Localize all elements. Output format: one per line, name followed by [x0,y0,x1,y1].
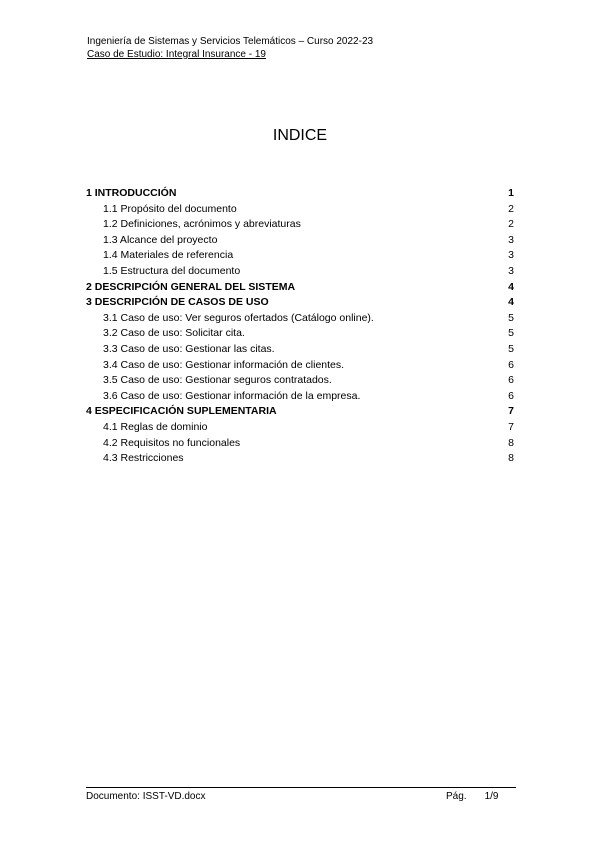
toc-entry-subsection[interactable] [86,389,514,405]
toc-entry-title: 4.2 Requisitos no funcionales [103,436,241,449]
toc-entry-page-number: 6 [508,389,514,402]
toc-entry-subsection[interactable] [86,248,514,264]
toc-entry-title: 4.1 Reglas de dominio [103,420,208,433]
toc-entry-subsection[interactable] [86,202,514,218]
toc-entry-section[interactable] [86,280,514,296]
toc-entry-subsection[interactable] [86,311,514,327]
toc-entry-title: 3.6 Caso de uso: Gestionar información de la empresa. [103,389,361,402]
footer-page-label: Pág. [446,791,467,802]
toc-entry-title: 2 DESCRIPCIÓN GENERAL DEL SISTEMA [86,280,296,293]
toc-entry-subsection[interactable] [86,342,514,358]
page-header [87,35,373,61]
toc-entry-page-number: 6 [508,374,514,387]
toc-entry-section[interactable] [86,186,514,202]
toc-entry-subsection[interactable] [86,233,514,249]
toc-entry-title: 3.2 Caso de uso: Solicitar cita. [103,327,245,340]
toc-entry-section[interactable] [86,404,514,420]
toc-entry-page-number: 6 [508,358,514,371]
footer-document-name: Documento: ISST-VD.docx [86,791,206,802]
toc-entry-page-number: 3 [508,264,514,277]
toc-entry-title: 3.3 Caso de uso: Gestionar las citas. [103,342,275,355]
toc-entry-title: 4 ESPECIFICACIÓN SUPLEMENTARIA [86,405,277,418]
header-course-line: Ingeniería de Sistemas y Servicios Telemáticos – Curso 2022-23 [87,36,374,47]
toc-entry-title: 3.5 Caso de uso: Gestionar seguros contratados. [103,374,332,387]
toc-entry-subsection[interactable] [86,451,514,467]
toc-entry-subsection[interactable] [86,217,514,233]
toc-entry-page-number: 3 [508,249,514,262]
footer-page-number: 1/9 [484,791,499,802]
toc-entry-page-number: 4 [508,296,514,309]
toc-entry-page-number: 2 [508,218,514,231]
toc-entry-subsection[interactable] [86,420,514,436]
toc-entry-title: 3 DESCRIPCIÓN DE CASOS DE USO [86,296,269,309]
toc-entry-title: 3.4 Caso de uso: Gestionar información de clientes. [103,358,345,371]
toc-entry-subsection[interactable] [86,373,514,389]
toc-entry-title: 1.4 Materiales de referencia [103,249,234,262]
toc-entry-subsection[interactable] [86,326,514,342]
toc-entry-page-number: 5 [508,342,514,355]
footer-page-info [446,790,498,803]
header-case-study-line: Caso de Estudio: Integral Insurance - 19 [87,49,266,60]
page-title: INDICE [272,127,328,144]
toc-entry-page-number: 7 [508,420,514,433]
toc-entry-subsection[interactable] [86,264,514,280]
toc-entry-page-number: 8 [508,452,514,465]
toc-entry-subsection[interactable] [86,358,514,374]
toc-entry-title: 1.3 Alcance del proyecto [103,233,218,246]
toc-entry-section[interactable] [86,295,514,311]
footer-divider [86,787,516,788]
toc-entry-page-number: 7 [508,405,514,418]
toc-entry-page-number: 5 [508,311,514,324]
table-of-contents [86,186,514,467]
toc-entry-subsection[interactable] [86,436,514,452]
toc-entry-page-number: 4 [508,280,514,293]
toc-entry-title: 3.1 Caso de uso: Ver seguros ofertados (Catálogo online). [103,311,374,324]
toc-entry-page-number: 2 [508,202,514,215]
toc-entry-page-number: 5 [508,327,514,340]
toc-entry-page-number: 8 [508,436,514,449]
toc-entry-page-number: 3 [508,233,514,246]
toc-entry-page-number: 1 [508,187,514,199]
toc-entry-title: 1.5 Estructura del documento [103,264,241,277]
toc-entry-title: 1.1 Propósito del documento [103,202,237,215]
toc-entry-title: 1.2 Definiciones, acrónimos y abreviaturas [103,218,301,231]
toc-entry-title: 1 INTRODUCCIÓN [86,187,177,199]
toc-entry-title: 4.3 Restricciones [103,452,184,465]
